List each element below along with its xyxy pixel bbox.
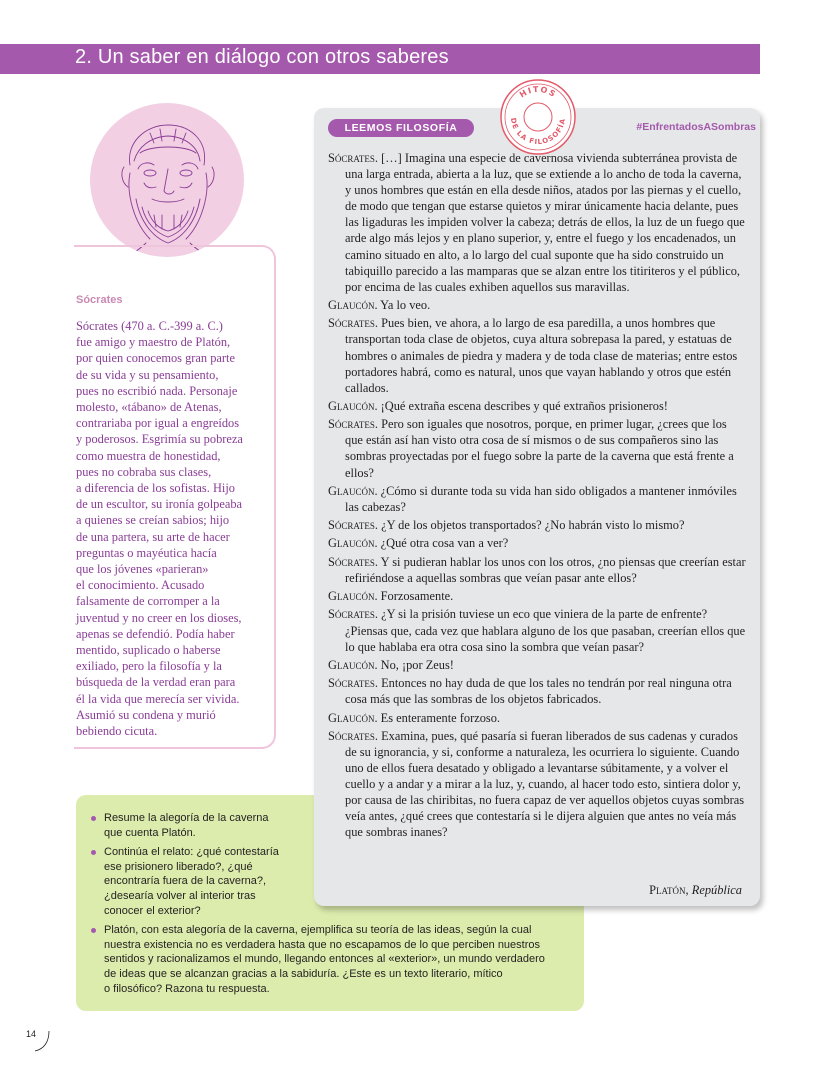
section-label: LEEMOS FILOSOFÍA bbox=[328, 119, 474, 137]
activity-line: ese prisionero liberado?, ¿qué bbox=[104, 860, 253, 873]
speech: Pues bien, ve ahora, a lo largo de esa paredilla, a unos hombres que transportan toda clase de objetos, cuya altura sobrepasa la pared, y estatuas de hombres o animales de piedra y madera y de toda clase de materias; entre estos portadores habrá, como es natural, unos que vayan hablando y otros que estén callados. bbox=[345, 316, 738, 395]
speech: Forzosamente. bbox=[377, 589, 454, 604]
speaker-name: Sócrates. bbox=[328, 417, 378, 432]
bio-line: a diferencia de los sofistas. Hijo bbox=[76, 481, 235, 496]
seal-top-text: HITOS bbox=[517, 84, 559, 100]
bio-line: mentido, suplicado o haberse bbox=[76, 643, 221, 658]
dialogue-turn bbox=[328, 535, 746, 551]
speaker-name: Glaucón. bbox=[328, 710, 378, 725]
speech: Entonces no hay duda de que los tales no tendrán por real ninguna otra cosa más que las sombras de los objetos fabricados. bbox=[345, 676, 732, 707]
bio-line: contrariaba por igual a engreídos bbox=[76, 416, 240, 431]
bio-line: pues no escribió nada. Personaje bbox=[76, 383, 238, 398]
activity-line: sentidos y racionalizamos el mundo, llegando entonces al «exterior», un mundo verdadero bbox=[104, 953, 545, 966]
speaker-name: Sócrates. bbox=[328, 554, 378, 569]
bio-line: como muestra de honestidad, bbox=[76, 448, 221, 463]
bio-line: de su vida y su pensamiento, bbox=[76, 367, 219, 382]
dialogue-turn bbox=[328, 728, 746, 841]
bio-line: Sócrates (470 a. C.-399 a. C.) bbox=[76, 319, 223, 333]
speaker-name: Sócrates. bbox=[328, 607, 378, 622]
speaker-name: Sócrates. bbox=[328, 728, 378, 743]
speaker-name: Sócrates. bbox=[328, 316, 378, 331]
speech: No, ¡por Zeus! bbox=[377, 657, 454, 672]
dialogue-turn bbox=[328, 554, 746, 586]
bullet-icon bbox=[91, 850, 96, 855]
socrates-portrait bbox=[90, 103, 244, 257]
bio-line: por quien conocemos gran parte bbox=[76, 351, 235, 366]
dialogue-turn bbox=[328, 315, 746, 395]
bio-line: el conocimiento. Acusado bbox=[76, 578, 205, 593]
speech: Es enteramente forzoso. bbox=[377, 710, 501, 725]
bio-line: juventud y no creer en los dioses, bbox=[76, 610, 242, 625]
speaker-name: Glaucón. bbox=[328, 589, 378, 604]
citation bbox=[649, 883, 742, 898]
bullet-icon bbox=[91, 928, 96, 933]
speaker-name: Sócrates. bbox=[328, 518, 378, 533]
socrates-portrait-icon bbox=[90, 103, 244, 257]
activity-line: o filosófico? Razona tu respuesta. bbox=[104, 982, 270, 995]
activity-item bbox=[90, 923, 575, 996]
bio-line: de una partera, su arte de hacer bbox=[76, 529, 230, 544]
bio-line: búsqueda de la verdad eran para bbox=[76, 675, 236, 690]
bio-line: y poderosos. Esgrimía su pobreza bbox=[76, 432, 243, 447]
bio-line: falsamente de corromper a la bbox=[76, 594, 220, 609]
speech: Examina, pues, qué pasaría si fueran liberados de sus cadenas y curados de su ignorancia, y si, conforme a naturaleza, les ocurriera lo siguiente. Cuando uno de ellos fuera desatado y obligado a levantarse súbitamente, y a volver el cuello y a andar y a mirar a la luz, y, cuando, al hacer todo esto, sintiera dolor y, por causa de las chiribitas, no fuera capaz de ver aquellos objetos cuyas sombras veía antes, ¿qué crees que contestaría si le dijera alguien que antes no veía más que sombras inanes? bbox=[345, 728, 745, 840]
bio-line: de un escultor, su ironía golpeaba bbox=[76, 497, 243, 512]
bio-title: Sócrates bbox=[76, 294, 123, 306]
speech: ¿Cómo si durante toda su vida han sido obligados a mantener inmóviles las cabezas? bbox=[345, 483, 737, 514]
citation-author: Platón, bbox=[649, 883, 689, 897]
section-title: 2. Un saber en diálogo con otros saberes bbox=[75, 46, 449, 68]
speaker-name: Sócrates. bbox=[328, 151, 378, 165]
hitos-seal-icon bbox=[499, 78, 577, 156]
speaker-name: Sócrates. bbox=[328, 676, 378, 691]
bullet-icon bbox=[91, 816, 96, 821]
activity-line: conocer el exterior? bbox=[104, 904, 201, 917]
dialogue-turn bbox=[328, 606, 746, 654]
speech: ¿Y si la prisión tuviese un eco que viniera de la parte de enfrente? ¿Piensas que, cada vez que hablara alguno de los que pasaban, creerían ellos que lo que hablaba era otra cosa sino la sombra que veían pasar? bbox=[345, 607, 746, 654]
speaker-name: Glaucón. bbox=[328, 483, 378, 498]
bio-line: que los jóvenes «parieran» bbox=[76, 562, 209, 577]
dialogue-turn bbox=[328, 297, 746, 313]
dialogue-turn bbox=[328, 150, 746, 295]
speech: Pero son iguales que nosotros, porque, en primer lugar, ¿crees que los que están así han visto otra cosa de sí mismos o de sus compañeros sino las sombras proyectadas por el fuego sobre la parte de la caverna que está frente a ellos? bbox=[345, 417, 734, 480]
activity-item bbox=[90, 811, 279, 840]
bio-line: a quienes se creían sabios; hijo bbox=[76, 513, 230, 528]
citation-work: República bbox=[691, 883, 742, 897]
page-curve-icon bbox=[34, 1030, 54, 1052]
dialogue-turn bbox=[328, 710, 746, 726]
dialogue-turn bbox=[328, 483, 746, 515]
dialogue-turn bbox=[328, 416, 746, 480]
speech: ¡Qué extraña escena describes y qué extraños prisioneros! bbox=[377, 398, 668, 413]
dialogue-turn bbox=[328, 588, 746, 604]
activity-item bbox=[90, 845, 279, 918]
speaker-name: Glaucón. bbox=[328, 398, 378, 413]
dialogue-text bbox=[328, 150, 746, 843]
speaker-name: Glaucón. bbox=[328, 536, 378, 551]
bio-line: molesto, «tábano» de Atenas, bbox=[76, 400, 222, 415]
bio-line: fue amigo y maestro de Platón, bbox=[76, 335, 231, 350]
activity-line: de ideas que se alcanzan gracias a la sabiduría. ¿Este es un texto literario, mítico bbox=[104, 967, 503, 980]
bio-line: Asumió su condena y murió bbox=[76, 707, 216, 722]
dialogue-turn bbox=[328, 398, 746, 414]
dialogue-turn bbox=[328, 657, 746, 673]
speech: Ya lo veo. bbox=[377, 298, 431, 313]
activity-line: nuestra existencia no es verdadera hasta que no escapamos de lo que perciben nuestros bbox=[104, 938, 541, 951]
seal-bottom-text: DE LA FILOSOFÍA bbox=[508, 117, 568, 147]
bio-line: apenas se defendió. Podía haber bbox=[76, 626, 235, 641]
activity-line: que cuenta Platón. bbox=[104, 826, 196, 839]
activity-line: ¿desearía volver al interior tras bbox=[104, 889, 256, 902]
speech: ¿Qué otra cosa van a ver? bbox=[377, 536, 509, 551]
speech: […] Imagina una especie de cavernosa vivienda subterránea provista de una larga entrada, abierta a la luz, que se extiende a lo ancho de toda la caverna, y unos hombres que están en ella desde niños, atados por las piernas y el cuello, de modo que tengan que estarse quietos y mirar únicamente hacia delante, pues las ligaduras les impiden volver la cabeza; detrás de ellos, la luz de un fuego que arde algo más lejos y en plano superior, y, entre el fuego y los encadenados, un camino situado en alto, a lo largo del cual suponte que ha sido construido un tabiquillo parecido a las mamparas que se alzan entre los titiriteros y el público, por encima de las cuales exhiben aquellos sus maravillas. bbox=[345, 151, 745, 294]
dialogue-turn bbox=[328, 517, 746, 533]
speech: Y si pudieran hablar los unos con los otros, ¿no piensas que creerían estar refiriéndose a aquellas sombras que veían pasar ante ellos? bbox=[345, 554, 746, 585]
activity-line: encontraría fuera de la caverna?, bbox=[104, 875, 267, 888]
bio-line: bebiendo cicuta. bbox=[76, 724, 158, 739]
bio-text bbox=[76, 318, 272, 739]
activity-line: Platón, con esta alegoría de la caverna, ejemplifica su teoría de las ideas, según la cual bbox=[104, 924, 532, 937]
hashtag-link[interactable]: #EnfrentadosASombras bbox=[636, 121, 756, 133]
speaker-name: Glaucón. bbox=[328, 298, 378, 313]
activity-line: Continúa el relato: ¿qué contestaría bbox=[104, 846, 279, 859]
bio-line: exiliado, pero la filosofía y la bbox=[76, 659, 222, 674]
dialogue-turn bbox=[328, 675, 746, 707]
activity-line: Resume la alegoría de la caverna bbox=[104, 812, 269, 824]
bio-line: él la vida que merecía ser vivida. bbox=[76, 691, 240, 706]
speaker-name: Glaucón. bbox=[328, 657, 378, 672]
speech: ¿Y de los objetos transportados? ¿No habrán visto lo mismo? bbox=[378, 518, 685, 533]
bio-line: preguntas o mayéutica hacía bbox=[76, 545, 217, 560]
page-number: 14 bbox=[26, 1029, 37, 1039]
bio-line: pues no cobraba sus clases, bbox=[76, 464, 212, 479]
